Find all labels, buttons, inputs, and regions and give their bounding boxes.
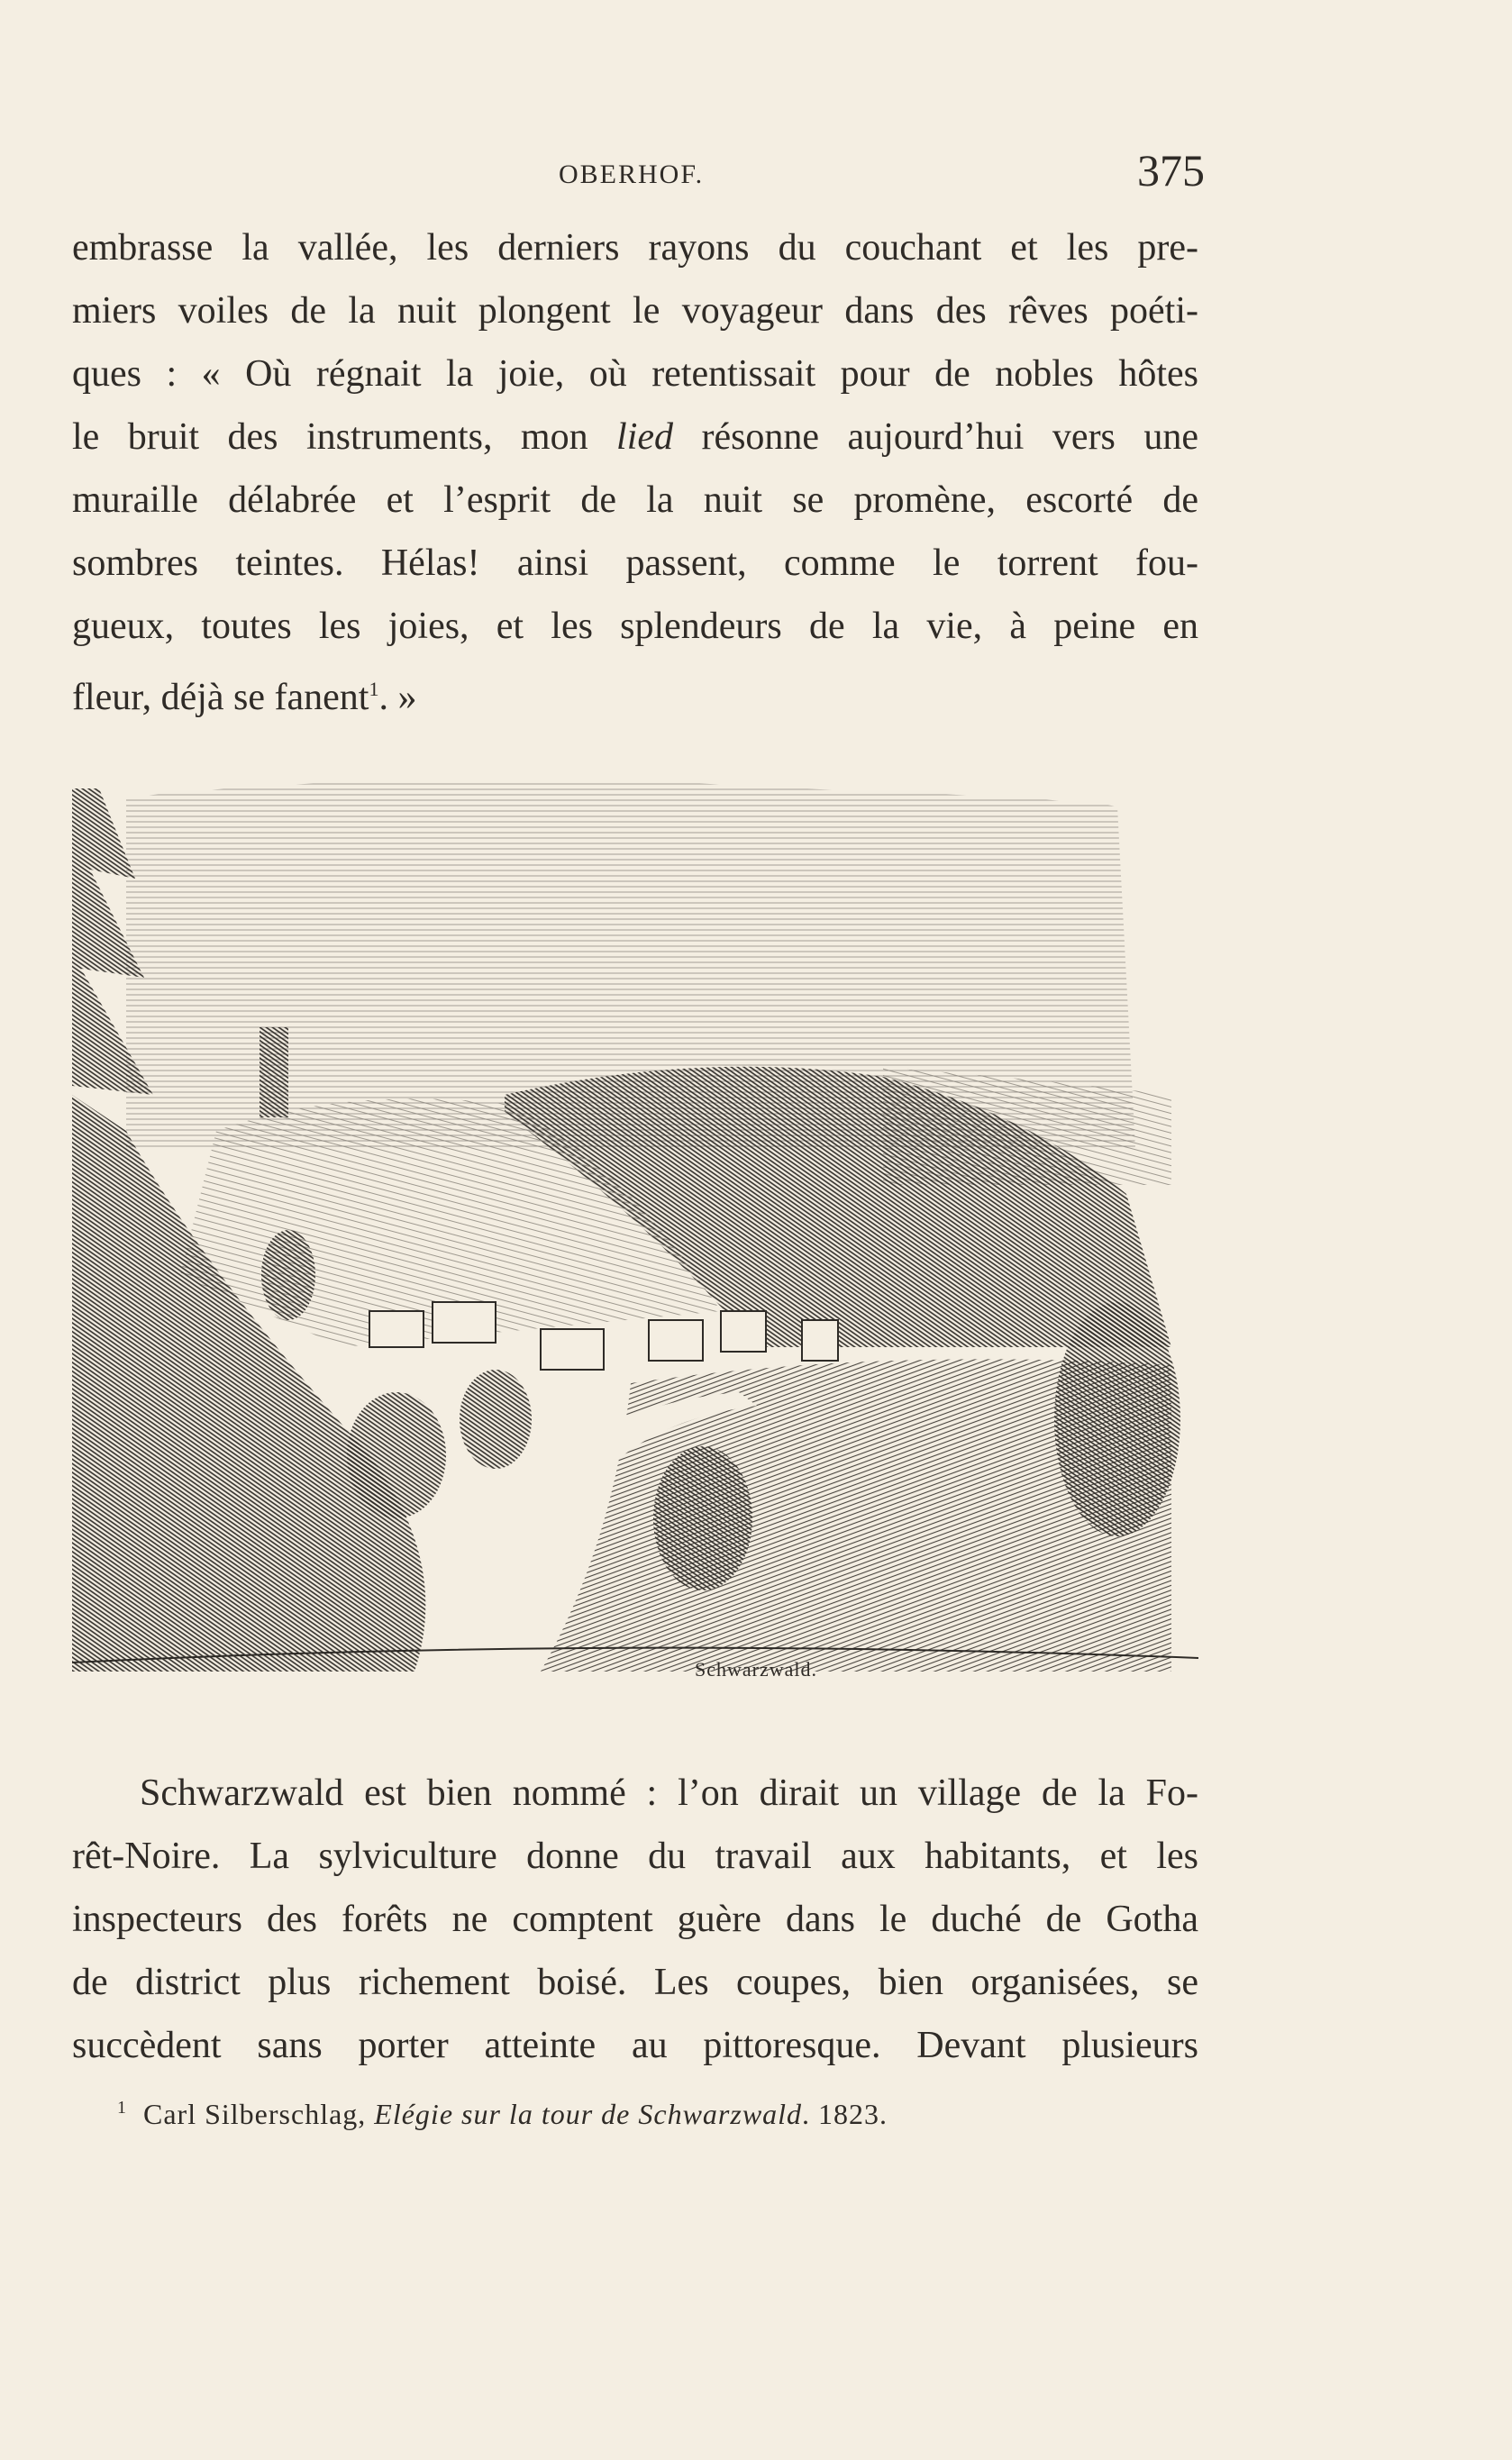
footnote-author: Carl Silberschlag, bbox=[143, 2098, 375, 2130]
text-line: miers voiles de la nuit plongent le voyageur dans des rêves poéti- bbox=[72, 290, 1198, 332]
text-line: succèdent sans porter atteinte au pittoresque. Devant plusieurs bbox=[72, 2025, 1198, 2066]
top-paragraph bbox=[72, 216, 1198, 729]
engraving-illustration bbox=[72, 770, 1198, 1672]
italic-word: lied bbox=[616, 416, 674, 458]
text-line bbox=[72, 658, 1198, 729]
text-line: muraille délabrée et l’esprit de la nuit se promène, escorté de bbox=[72, 479, 1198, 521]
ruin-tower bbox=[260, 1027, 288, 1117]
text-line: de district plus richement boisé. Les coupes, bien organisées, se bbox=[72, 1962, 1198, 2003]
footnote-ref: 1 bbox=[369, 678, 379, 700]
text-line: rêt-Noire. La sylviculture donne du travail aux habitants, et les bbox=[72, 1836, 1198, 1877]
engraving-landscape bbox=[72, 770, 1198, 1672]
text-segment: . » bbox=[378, 677, 417, 718]
illustration-caption: Schwarzwald. bbox=[694, 1658, 817, 1681]
text-segment: fleur, déjà se fanent bbox=[72, 677, 369, 718]
running-title: OBERHOF. bbox=[559, 159, 705, 189]
text-line: ques : « Où régnait la joie, où retentissait pour de nobles hôtes bbox=[72, 353, 1198, 395]
footnote-marker: 1 bbox=[117, 2098, 127, 2118]
text-segment: le bruit des instruments, mon bbox=[72, 416, 617, 458]
text-segment: résonne aujourd’hui vers une bbox=[673, 416, 1198, 458]
bottom-paragraph bbox=[72, 1762, 1198, 2077]
footnote-title: Elégie sur la tour de Schwarzwald bbox=[374, 2098, 803, 2130]
text-line: inspecteurs des forêts ne comptent guère dans le duché de Gotha bbox=[72, 1899, 1198, 1940]
text-line: Schwarzwald est bien nommé : l’on dirait un village de la Fo- bbox=[140, 1772, 1198, 1814]
text-line: embrasse la vallée, les derniers rayons du couchant et les pre- bbox=[72, 227, 1198, 269]
text-line: gueux, toutes les joies, et les splendeurs de la vie, à peine en bbox=[72, 606, 1198, 647]
running-head bbox=[0, 140, 1512, 194]
text-line bbox=[72, 405, 1198, 469]
page-number: 375 bbox=[1137, 145, 1205, 196]
text-line: sombres teintes. Hélas! ainsi passent, comme le torrent fou- bbox=[72, 542, 1198, 584]
footnote-year: . 1823. bbox=[802, 2098, 888, 2130]
footnote bbox=[117, 2098, 888, 2131]
